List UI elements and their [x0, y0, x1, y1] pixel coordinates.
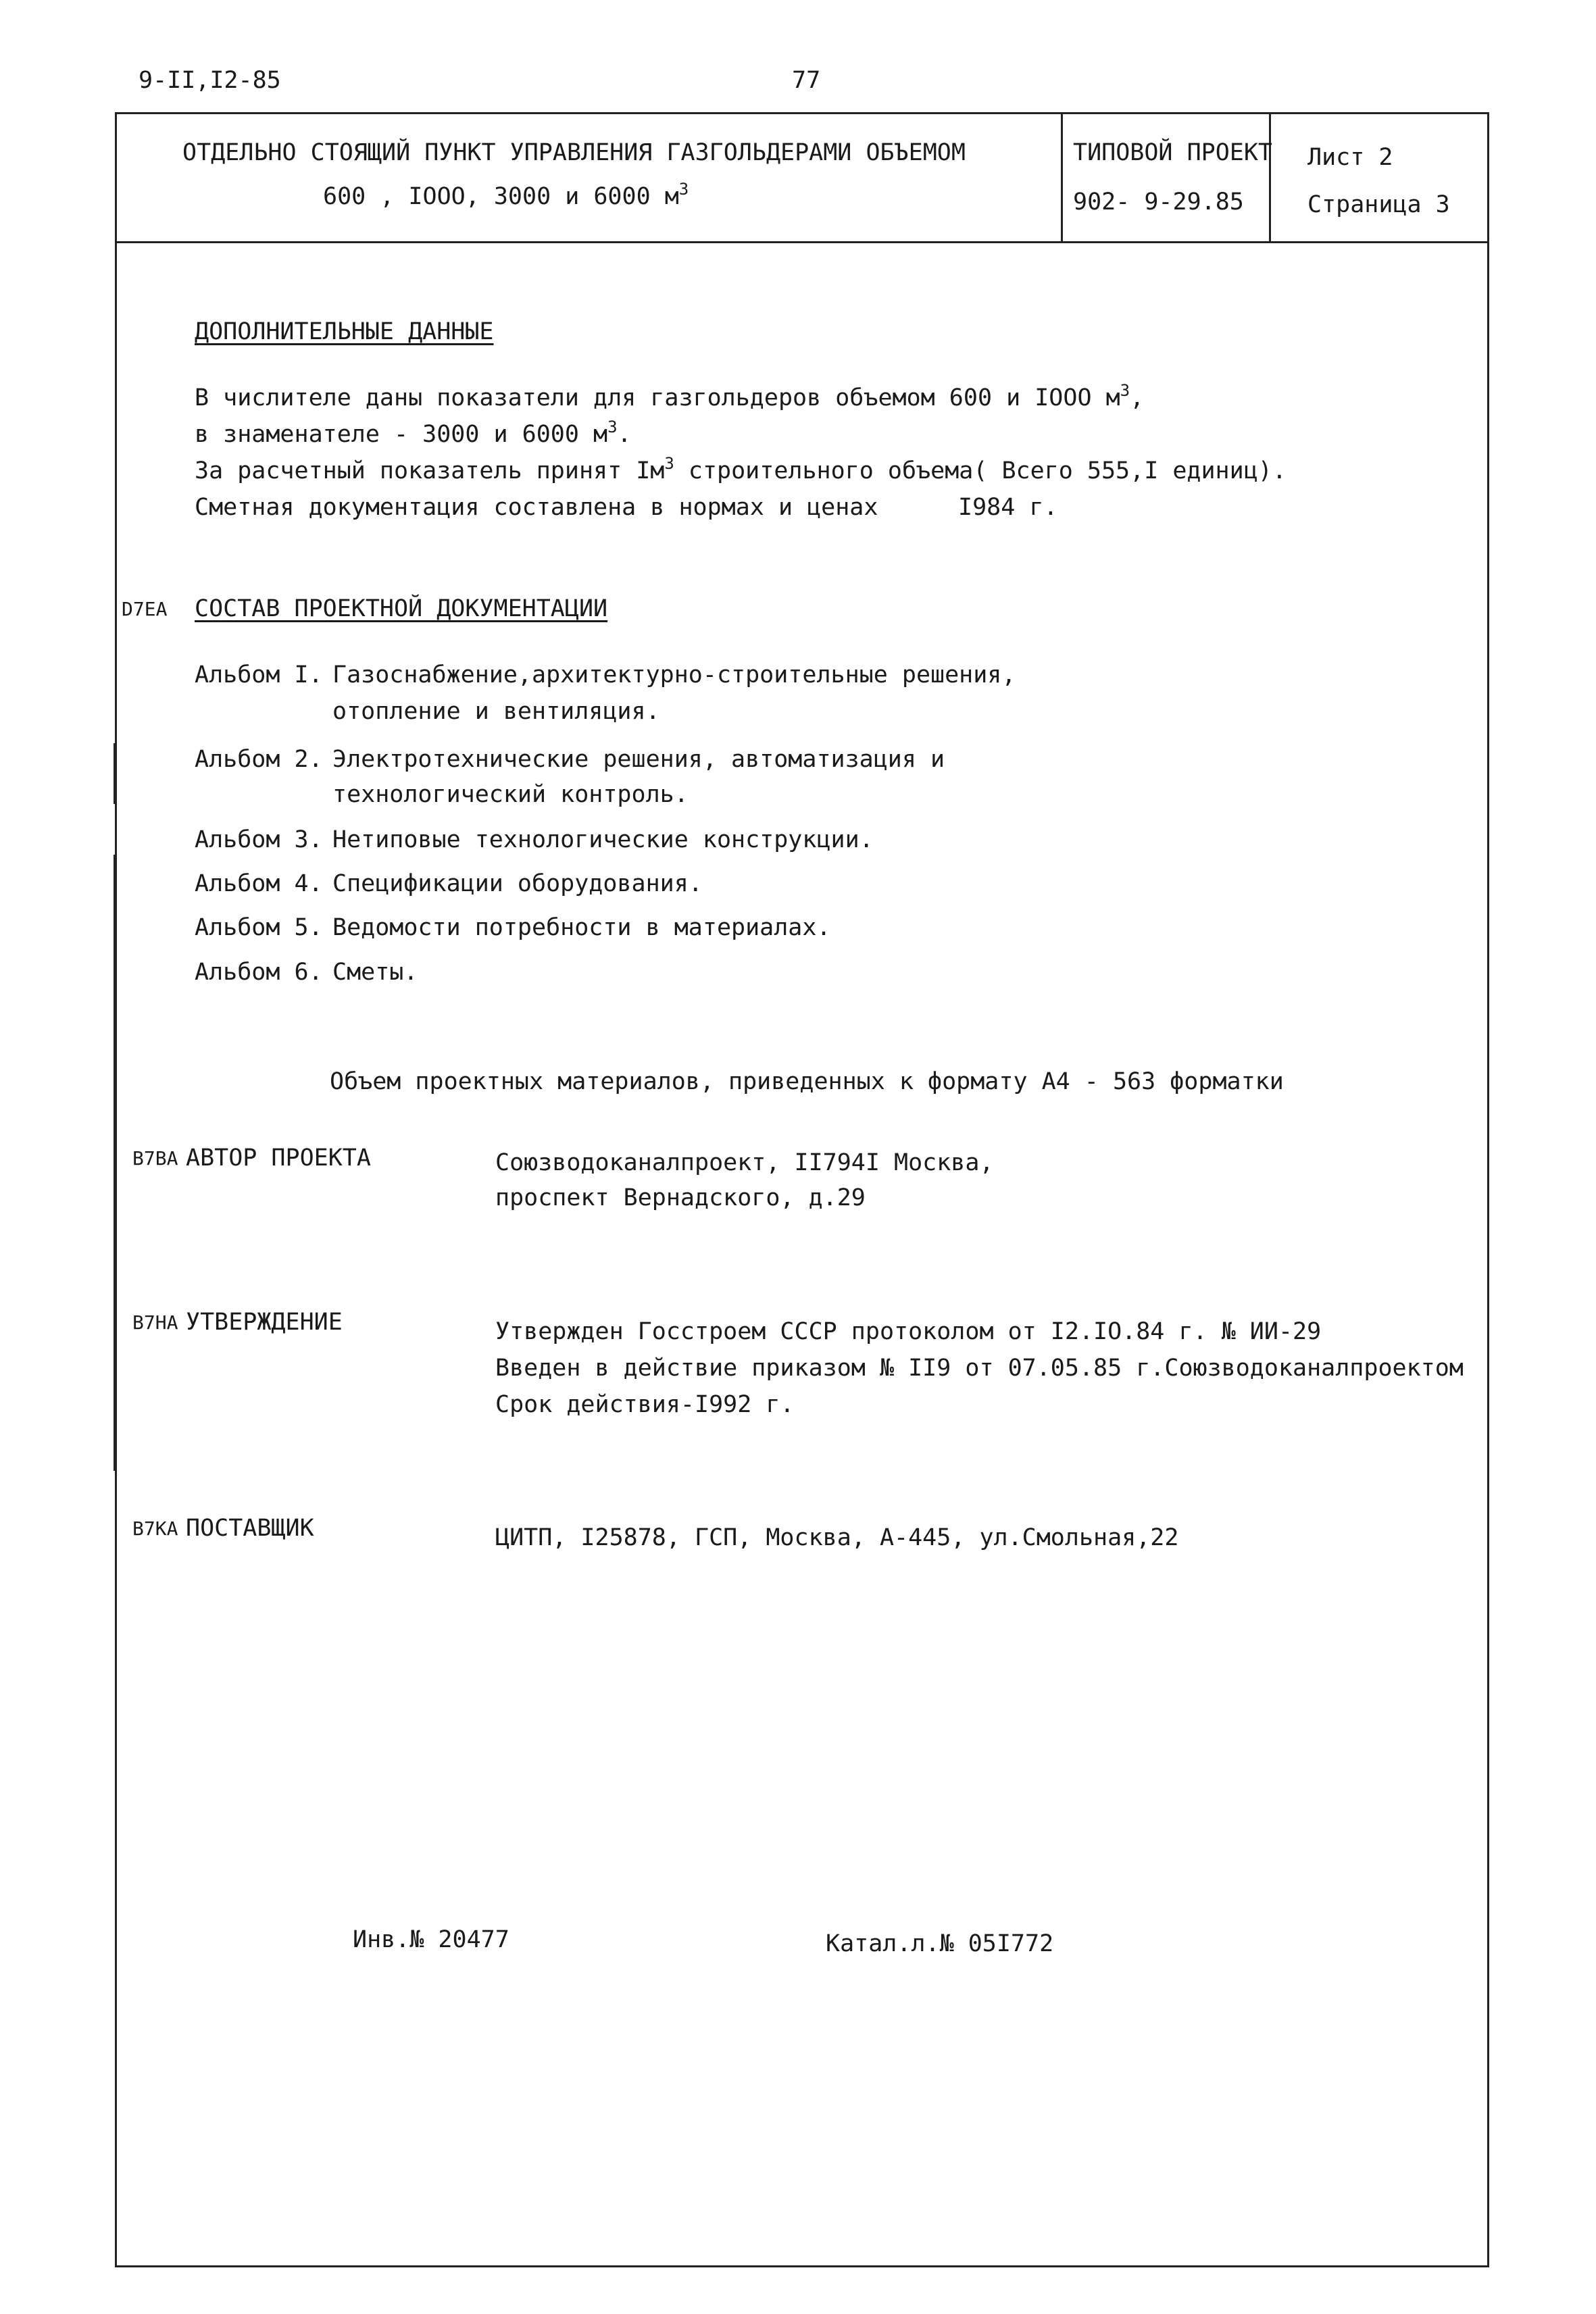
album-label: Альбом 2. [195, 746, 323, 773]
album-description: Нетиповые технологические конструкции. [332, 826, 874, 853]
document-title-line1: ОТДЕЛЬНО СТОЯЩИЙ ПУНКТ УПРАВЛЕНИЯ ГАЗГОЛЬДЕРАМИ ОБЪЕМОМ [182, 139, 966, 166]
document-code: 9-II,I2-85 [139, 67, 281, 94]
inventory-number: Инв.№ 20477 [353, 1926, 509, 1953]
title-block [115, 112, 1489, 243]
title-block-divider [1061, 112, 1063, 243]
author-code: B7BA [132, 1147, 178, 1169]
additional-line-3: За расчетный показатель принят $Iм^3$ строительного объема( Всего 555,I единиц). [195, 454, 1287, 484]
approval-line-1: Утвержден Госстроем СССР протоколом от I2.IO.84 г. № ИИ-29 [495, 1318, 1322, 1345]
additional-line-1: В числителе даны показатели для газгольдеров объемом 600 и IOOO $м^3$, [195, 381, 1145, 411]
sheet-number: Лист 2 [1307, 144, 1393, 171]
album-label: Альбом 5. [195, 914, 323, 941]
margin-mark [114, 855, 116, 1471]
album-label: Альбом I. [195, 661, 323, 688]
supplier-code: B7KA [132, 1517, 178, 1540]
album-description: Спецификации оборудования. [332, 870, 703, 897]
composition-code: D7EA [122, 598, 168, 620]
album-description: Ведомости потребности в материалах. [332, 914, 831, 941]
approval-line-2: Введен в действие приказом № II9 от 07.05.85 г.Союзводоканалпроектом [495, 1355, 1464, 1382]
supplier-label: ПОСТАВЩИК [186, 1515, 314, 1542]
approval-code: B7HA [132, 1311, 178, 1334]
page-number: 77 [792, 67, 821, 94]
composition-heading: СОСТАВ ПРОЕКТНОЙ ДОКУМЕНТАЦИИ [195, 595, 608, 622]
album-description: технологический контроль. [332, 781, 689, 808]
title-block-divider [1269, 112, 1271, 243]
materials-volume: Объем проектных материалов, приведенных к формату А4 - 563 форматки [330, 1068, 1284, 1095]
author-label: АВТОР ПРОЕКТА [186, 1145, 371, 1172]
additional-data-heading: ДОПОЛНИТЕЛЬНЫЕ ДАННЫЕ [195, 318, 494, 345]
project-type-label: ТИПОВОЙ ПРОЕКТ [1073, 139, 1273, 166]
page-label: Страница 3 [1307, 191, 1450, 218]
author-line-2: проспект Вернадского, д.29 [495, 1184, 866, 1211]
album-description: Электротехнические решения, автоматизация и [332, 746, 945, 773]
project-number: 902- 9-29.85 [1073, 188, 1244, 216]
approval-label: УТВЕРЖДЕНИЕ [186, 1309, 343, 1336]
margin-mark [114, 743, 116, 804]
album-description: Газоснабжение,архитектурно-строительные решения, [332, 661, 1016, 688]
album-label: Альбом 4. [195, 870, 323, 897]
approval-line-3: Срок действия-I992 г. [495, 1391, 795, 1418]
document-title-line2: 600 , IOOO, 3000 и 6000 $м^3$ [323, 180, 689, 210]
price-year: I984 г. [958, 494, 1058, 521]
additional-line-2: в знаменателе - 3000 и 6000 $м^3$. [195, 418, 632, 448]
album-description: Сметы. [332, 959, 418, 986]
supplier-address: ЦИТП, I25878, ГСП, Москва, А-445, ул.Смольная,22 [495, 1524, 1179, 1551]
album-label: Альбом 3. [195, 826, 323, 853]
additional-line-4: Сметная документация составлена в нормах и ценах [195, 494, 878, 521]
album-description: отопление и вентиляция. [332, 698, 660, 725]
catalog-sheet-number: Катал.л.№ 05I772 [826, 1930, 1054, 1957]
album-label: Альбом 6. [195, 959, 323, 986]
author-line-1: Союзводоканалпроект, II794I Москва, [495, 1149, 994, 1176]
